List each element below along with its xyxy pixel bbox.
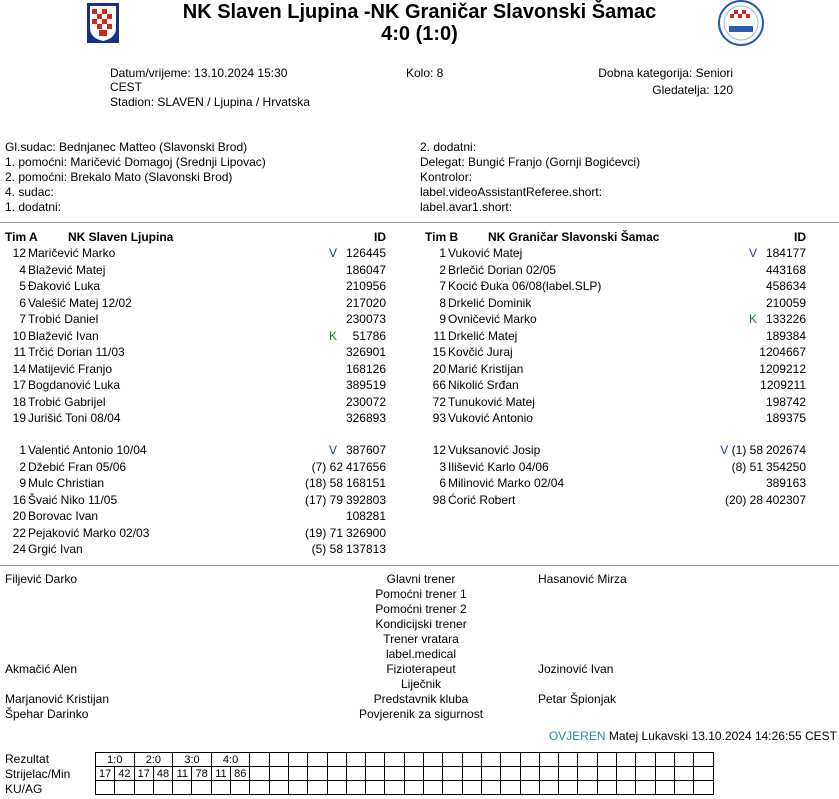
player-id: 402307 [765,492,806,507]
result-cell [385,767,404,781]
result-cell [346,781,365,795]
result-cell [694,781,713,795]
result-cell [443,781,462,795]
divider [0,565,839,566]
staff-role-label: Liječnik [400,677,442,691]
player-id: 354250 [765,459,806,474]
player-name: Borovac Ivan [28,509,99,523]
player-name: Drkelić Matej [448,328,518,343]
scorer-label: Strijelac/Min [5,767,71,781]
player-name: Tunuković Matej [448,394,535,409]
result-cell: 11 [173,767,192,781]
player-name: Trčić Dorian 11/03 [28,345,125,359]
player-id: 168151 [345,476,386,490]
player-number: 24 [12,542,26,556]
player-row [420,493,830,509]
player-number: 10 [12,328,26,343]
player-id: 186047 [345,262,386,277]
goalkeeper-badge: V [749,246,758,260]
official-line: label.avar1.short: [420,200,513,214]
result-cell: 78 [192,767,211,781]
player-id: 230072 [345,394,386,409]
staff-role-label: Predstavnik kluba [373,692,469,706]
result-cell [269,781,288,795]
player-number: 20 [12,509,26,523]
match-timezone: CEST [110,80,143,94]
result-cell [288,767,307,781]
result-cell [288,753,307,767]
player-number: 93 [432,411,446,425]
spectators: Gledatelja: 120 [652,83,733,97]
result-cell [636,767,655,781]
player-name: Ilišević Karlo 04/06 [448,459,549,474]
captain-badge: K [749,312,758,326]
player-number: 14 [12,361,26,376]
official-line: 2. pomoćni: Brekalo Mato (Slavonski Brod) [5,170,233,184]
result-cell [636,781,655,795]
result-cell: 11 [211,767,230,781]
staff-role-label: Glavni trener [386,572,456,586]
player-row [0,411,410,427]
staff-role-label: Pomoćni trener 1 [375,587,467,601]
result-grid [95,752,714,795]
player-name: Kocić Đuka 06/08(label.SLP) [448,279,602,293]
player-row [0,329,410,345]
result-score-cell: 2:0 [134,753,173,767]
result-cell [501,753,520,767]
player-row [0,378,410,394]
result-cell [443,753,462,767]
player-number: 6 [19,295,26,310]
result-cell: 42 [115,767,134,781]
result-cell [520,753,539,767]
player-number: 3 [439,459,446,474]
player-row [0,263,410,279]
player-row [0,476,410,492]
player-id: 137813 [345,542,386,556]
staff-role-label: Trener vratara [383,632,459,646]
verification-text: Matej Lukavski 13.10.2024 14:26:55 CEST [608,729,837,743]
player-row [420,378,830,394]
divider [0,222,839,223]
substitution-info: (19) 71 [304,525,343,540]
player-id: 210059 [765,295,806,310]
player-name: Bogdanović Luka [28,378,121,392]
player-row [0,395,410,411]
player-number: 4 [19,262,26,277]
player-number: 11 [13,345,26,359]
player-id: 1209212 [759,361,806,376]
player-name: Blažević Ivan [28,328,99,343]
result-cell [115,781,134,795]
player-row [0,542,410,558]
player-number: 17 [12,378,26,392]
result-cell [578,767,597,781]
player-id: 168126 [345,361,386,376]
result-cell [617,781,636,795]
staff-role-label: Povjerenik za sigurnost [358,707,484,721]
player-id: 392803 [345,492,386,507]
result-cell [636,753,655,767]
result-cell [192,781,211,795]
player-number: 19 [12,411,26,425]
official-line: 1. dodatni: [5,200,62,214]
player-row [0,279,410,295]
player-name: Marić Kristijan [448,361,524,376]
official-line: Gl.sudac: Bednjanec Matteo (Slavonski Brod) [5,140,248,154]
verification [549,729,837,743]
player-id: 326901 [345,345,386,359]
player-number: 7 [19,312,26,326]
player-id: 326900 [345,525,386,540]
team-b-label: Tim B [425,230,459,244]
result-cell [578,753,597,767]
player-id: 217020 [345,295,386,310]
player-id: 458634 [765,279,806,293]
result-cell [462,767,481,781]
result-cell [424,753,443,767]
result-cell: 48 [153,767,172,781]
official-line: 2. dodatni: [420,140,477,154]
player-id: 198742 [765,394,806,409]
player-id: 1209211 [760,378,806,392]
player-name: Maričević Marko [28,246,116,260]
result-cell [694,753,713,767]
player-name: Valešić Matej 12/02 [28,295,132,310]
player-id: 417656 [345,459,386,474]
player-name: Valentić Antonio 10/04 [28,443,147,457]
team-b-club-rep: Petar Špionjak [538,692,617,706]
team-a-name: NK Slaven Ljupina [68,230,174,244]
player-id: 133226 [765,312,806,326]
staff-role-label: Pomoćni trener 2 [375,602,467,616]
official-line: Delegat: Bungić Franjo (Gornji Bogićevci) [420,155,641,169]
result-cell [501,767,520,781]
player-row [0,443,410,459]
age-category: Dobna kategorija: Seniori [598,66,733,80]
result-cell [481,753,500,767]
player-name: Pejaković Marko 02/03 [28,525,150,540]
result-cell [366,781,385,795]
result-cell [250,753,269,767]
player-number: 9 [19,476,26,490]
substitution-info: (5) 58 [311,542,343,556]
result-cell [327,781,346,795]
player-name: Drkelić Dominik [448,295,532,310]
player-row [420,279,830,295]
player-id: 326893 [345,411,386,425]
captain-badge: K [329,328,338,343]
player-number: 1 [439,246,446,260]
player-number: 12 [12,246,26,260]
player-row [0,296,410,312]
player-number: 20 [432,361,446,376]
team-b-name: NK Graničar Slavonski Šamac [488,230,660,244]
official-line: 4. sudac: [5,185,54,199]
player-row [0,246,410,262]
result-cell [462,753,481,767]
player-number: 11 [433,328,446,343]
player-number: 7 [439,279,446,293]
player-id: 387607 [345,443,386,457]
result-cell: 17 [134,767,153,781]
player-number: 2 [439,262,446,277]
result-cell [462,781,481,795]
player-name: Blažević Matej [28,262,106,277]
player-name: Džebić Fran 05/06 [28,459,127,474]
team-a-label: Tim A [5,230,38,244]
player-row [0,460,410,476]
result-cell [424,767,443,781]
player-name: Grgić Ivan [28,542,83,556]
result-cell [385,753,404,767]
result-grid-row [96,767,714,781]
result-cell [617,767,636,781]
player-number: 16 [12,492,26,507]
result-cell [308,767,327,781]
result-cell [597,767,616,781]
player-id: 189375 [765,411,806,425]
team-a-id-header: ID [374,230,386,244]
player-name: Jurišić Toni 08/04 [28,411,121,425]
player-row [0,312,410,328]
result-cell [655,767,674,781]
result-cell [539,781,558,795]
player-id: 51786 [352,328,386,343]
substitution-info: (18) 58 [304,476,343,490]
player-number: 66 [432,378,446,392]
player-name: Milinović Marko 02/04 [448,476,565,490]
substitution-info: (17) 79 [304,492,343,507]
player-name: Matijević Franjo [28,361,113,376]
player-number: 8 [439,295,446,310]
result-cell [346,767,365,781]
result-cell [539,753,558,767]
result-cell [231,781,250,795]
result-cell [559,767,578,781]
team-a-head-coach: Filjević Darko [5,572,78,586]
result-score-cell: 4:0 [211,753,250,767]
result-grid-row [96,781,714,795]
result-cell [327,753,346,767]
result-cell [173,781,192,795]
team-a-physio: Akmačić Alen [5,662,78,676]
result-cell [250,767,269,781]
result-label: Rezultat [5,752,50,766]
ku-ag-label: KU/AG [5,782,43,796]
player-row [420,246,830,262]
player-id: 202674 [765,443,806,457]
result-cell [597,753,616,767]
result-cell [617,753,636,767]
result-cell [404,781,423,795]
player-name: Vuković Antonio [448,411,533,425]
result-cell [404,753,423,767]
result-grid-row [96,753,714,767]
player-row [0,526,410,542]
result-cell [96,781,115,795]
player-name: Trobić Gabrijel [28,394,106,409]
result-cell [674,753,693,767]
player-number: 22 [12,525,26,540]
result-cell [694,767,713,781]
player-number: 18 [12,394,26,409]
player-row [420,411,830,427]
match-round: Kolo: 8 [406,66,444,80]
player-id: 443168 [765,262,806,277]
result-cell [481,767,500,781]
result-cell [655,753,674,767]
player-number: 9 [439,312,446,326]
substitution-info: (20) 28 [724,492,763,507]
result-cell [443,767,462,781]
player-id: 189384 [765,328,806,343]
result-cell [327,767,346,781]
goalkeeper-badge: V [329,443,338,457]
team-b-head-coach: Hasanović Mirza [538,572,627,586]
goalkeeper-badge: V [720,443,729,457]
result-cell [539,767,558,781]
result-cell [288,781,307,795]
player-id: 108281 [345,509,386,523]
player-row [420,296,830,312]
result-cell [424,781,443,795]
player-number: 72 [432,394,446,409]
result-cell [674,781,693,795]
official-line: label.videoAssistantReferee.short: [420,185,603,199]
result-score-cell: 1:0 [96,753,135,767]
player-row [420,395,830,411]
player-name: Vuksanović Josip [448,443,541,457]
player-name: Trobić Daniel [28,312,99,326]
result-cell [211,781,230,795]
result-cell [655,781,674,795]
team-b-physio: Jozinović Ivan [538,662,614,676]
match-datetime: Datum/vrijeme: 13.10.2024 15:30 [110,66,288,80]
staff-role-label: label.medical [385,647,457,661]
player-row [420,476,830,492]
substitution-info: (8) 51 [731,459,763,474]
player-name: Ovničević Marko [448,312,537,326]
result-cell [520,767,539,781]
player-row [0,362,410,378]
result-cell [308,753,327,767]
result-cell [366,753,385,767]
staff-role-label: Fizioterapeut [386,662,456,676]
result-cell [559,753,578,767]
player-row [420,263,830,279]
result-cell [597,781,616,795]
player-number: 12 [432,443,446,457]
player-name: Nikolić Srđan [448,378,519,392]
match-stadium: Stadion: SLAVEN / Ljupina / Hrvatska [110,95,310,109]
result-cell: 86 [231,767,250,781]
player-id: 230073 [345,312,386,326]
team-a-security: Špehar Darinko [5,707,89,721]
team-b-id-header: ID [794,230,806,244]
result-score-cell: 3:0 [173,753,212,767]
player-number: 98 [432,492,446,507]
player-id: 389519 [345,378,386,392]
official-line: 1. pomoćni: Maričević Domagoj (Srednji Lipovac) [5,155,266,169]
player-name: Brlečić Dorian 02/05 [448,262,557,277]
player-id: 210956 [345,279,386,293]
result-cell [153,781,172,795]
player-name: Đaković Luka [28,279,101,293]
result-cell [308,781,327,795]
result-cell [501,781,520,795]
player-name: Kovčić Juraj [448,345,513,359]
player-name: Mulc Christian [28,476,105,490]
player-id: 184177 [765,246,806,260]
substitution-info: (7) 62 [311,459,343,474]
substitution-info: V (1) 58 [720,443,763,457]
player-name: Ćorić Robert [448,492,516,507]
player-row [0,509,410,525]
match-title: NK Slaven Ljupina -NK Graničar Slavonski Šamac [182,1,657,23]
result-cell: 17 [96,767,115,781]
result-cell [674,767,693,781]
result-cell [385,781,404,795]
result-cell [520,781,539,795]
goalkeeper-badge: V [329,246,338,260]
player-name: Švaić Niko 11/05 [28,492,118,507]
result-cell [269,753,288,767]
player-row [420,362,830,378]
player-id: 126445 [345,246,386,260]
player-row [420,312,830,328]
result-cell [404,767,423,781]
result-cell [269,767,288,781]
result-cell [250,781,269,795]
result-cell [578,781,597,795]
result-cell [559,781,578,795]
player-number: 5 [19,279,26,293]
player-id: 1204667 [759,345,806,359]
player-id: 389163 [765,476,806,490]
player-row [420,345,830,361]
staff-role-label: Kondicijski trener [375,617,467,631]
player-row [0,493,410,509]
player-number: 15 [432,345,446,359]
verification-status: OVJEREN [548,729,606,743]
player-row [420,443,830,459]
player-number: 6 [439,476,446,490]
player-row [420,460,830,476]
result-cell [134,781,153,795]
player-name: Vuković Matej [448,246,523,260]
result-cell [481,781,500,795]
result-cell [346,753,365,767]
player-row [420,329,830,345]
match-score: 4:0 (1:0) [381,23,458,45]
result-cell [366,767,385,781]
player-number: 2 [19,459,26,474]
team-a-club-rep: Marjanović Kristijan [5,692,110,706]
official-line: Kontrolor: [420,170,473,184]
player-row [0,345,410,361]
player-number: 1 [19,443,26,457]
